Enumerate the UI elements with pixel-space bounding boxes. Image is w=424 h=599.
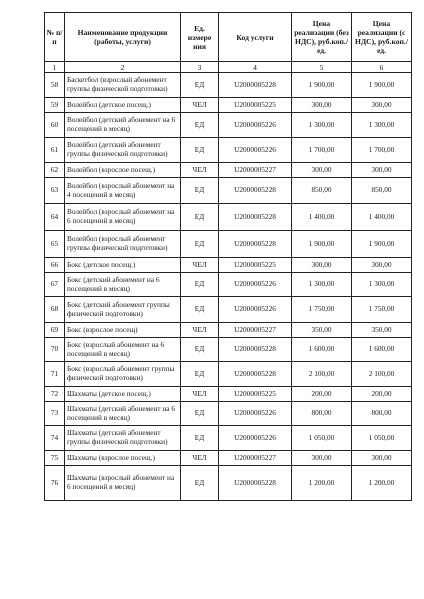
service-code: U2000005226	[219, 138, 292, 163]
unit-cell: ЕД	[181, 426, 219, 451]
header-row	[45, 13, 412, 62]
service-code: U2000005228	[219, 231, 292, 258]
service-name: Шахматы (детское посещ.)	[65, 387, 181, 402]
row-number: 68	[45, 297, 65, 323]
price-no-vat: 1 400,00	[292, 204, 352, 231]
service-name: Волейбол (детский абонемент на 6 посещений в месяц)	[65, 113, 181, 138]
row-number: 66	[45, 258, 65, 273]
service-name: Волейбол (детское посещ.)	[65, 98, 181, 113]
service-name: Шахматы (взрослое посещ.)	[65, 451, 181, 466]
row-number: 72	[45, 387, 65, 402]
price-with-vat: 2 100,00	[352, 362, 412, 387]
row-number: 59	[45, 98, 65, 113]
price-with-vat: 350,00	[352, 323, 412, 338]
unit-cell: ЧЕЛ	[181, 258, 219, 273]
price-no-vat: 300,00	[292, 258, 352, 273]
column-index: 4	[219, 62, 292, 73]
service-code: U2000005227	[219, 163, 292, 178]
table-row	[45, 338, 412, 362]
service-code: U2000005228	[219, 338, 292, 362]
price-no-vat: 1 900,00	[292, 231, 352, 258]
table-row	[45, 73, 412, 98]
price-with-vat: 300,00	[352, 258, 412, 273]
row-number: 58	[45, 73, 65, 98]
row-number: 70	[45, 338, 65, 362]
price-no-vat: 1 050,00	[292, 426, 352, 451]
price-with-vat: 800,00	[352, 402, 412, 426]
column-index: 1	[45, 62, 65, 73]
unit-cell: ЕД	[181, 113, 219, 138]
table-row	[45, 426, 412, 451]
price-with-vat: 1 600,00	[352, 338, 412, 362]
row-number: 76	[45, 466, 65, 501]
service-code: U2000005225	[219, 258, 292, 273]
price-with-vat: 1 300,00	[352, 113, 412, 138]
unit-cell: ЧЕЛ	[181, 98, 219, 113]
price-no-vat: 300,00	[292, 451, 352, 466]
service-code: U2000005227	[219, 323, 292, 338]
service-code: U2000005226	[219, 402, 292, 426]
column-index: 2	[65, 62, 181, 73]
table-row	[45, 387, 412, 402]
row-number: 73	[45, 402, 65, 426]
price-no-vat: 850,00	[292, 178, 352, 204]
service-name: Бокс (детский абонемент группы физической подготовки)	[65, 297, 181, 323]
unit-cell: ЧЕЛ	[181, 387, 219, 402]
service-name: Волейбол (взрослый абонемент группы физической подготовки)	[65, 231, 181, 258]
service-code: U2000005226	[219, 113, 292, 138]
header-price-vat: Цена реализации (с НДС), руб.коп./ед.	[352, 13, 412, 62]
row-number: 69	[45, 323, 65, 338]
price-with-vat: 850,00	[352, 178, 412, 204]
price-with-vat: 1 400,00	[352, 204, 412, 231]
price-with-vat: 1 750,00	[352, 297, 412, 323]
price-no-vat: 800,00	[292, 402, 352, 426]
price-with-vat: 1 700,00	[352, 138, 412, 163]
price-with-vat: 300,00	[352, 451, 412, 466]
unit-cell: ЕД	[181, 466, 219, 501]
table-row	[45, 178, 412, 204]
unit-cell: ЧЕЛ	[181, 451, 219, 466]
service-name: Волейбол (взрослый абонемент на 4 посещений в месяц)	[65, 178, 181, 204]
service-name: Шахматы (детский абонемент группы физической подготовки)	[65, 426, 181, 451]
row-number: 63	[45, 178, 65, 204]
table-row	[45, 113, 412, 138]
table-row	[45, 466, 412, 501]
row-number: 75	[45, 451, 65, 466]
price-no-vat: 350,00	[292, 323, 352, 338]
price-with-vat: 1 900,00	[352, 231, 412, 258]
header-name: Наименование продукции (работы, услуги)	[65, 13, 181, 62]
column-index: 5	[292, 62, 352, 73]
price-no-vat: 1 750,00	[292, 297, 352, 323]
service-name: Бокс (детское посещ.)	[65, 258, 181, 273]
price-no-vat: 1 700,00	[292, 138, 352, 163]
unit-cell: ЕД	[181, 178, 219, 204]
table-row	[45, 297, 412, 323]
service-name: Бокс (взрослый абонемент на 6 посещений в месяц)	[65, 338, 181, 362]
service-code: U2000005228	[219, 466, 292, 501]
table-row	[45, 273, 412, 297]
row-number: 71	[45, 362, 65, 387]
price-no-vat: 2 100,00	[292, 362, 352, 387]
column-index: 6	[352, 62, 412, 73]
table-row	[45, 323, 412, 338]
service-name: Волейбол (взрослое посещ.)	[65, 163, 181, 178]
unit-cell: ЕД	[181, 362, 219, 387]
unit-cell: ЕД	[181, 297, 219, 323]
service-name: Волейбол (взрослый абонемент на 6 посещений в месяц)	[65, 204, 181, 231]
table-row	[45, 204, 412, 231]
header-num: № п/п	[45, 13, 65, 62]
column-index: 3	[181, 62, 219, 73]
price-table	[44, 12, 412, 501]
service-code: U2000005228	[219, 362, 292, 387]
service-code: U2000005226	[219, 297, 292, 323]
service-code: U2000005228	[219, 204, 292, 231]
table-row	[45, 231, 412, 258]
table-row	[45, 451, 412, 466]
service-code: U2000005227	[219, 451, 292, 466]
service-name: Шахматы (детский абонемент на 6 посещений в месяц)	[65, 402, 181, 426]
price-no-vat: 1 200,00	[292, 466, 352, 501]
service-code: U2000005228	[219, 73, 292, 98]
service-name: Шахматы (взрослый абонемент на 6 посещений в месяц)	[65, 466, 181, 501]
price-no-vat: 1 300,00	[292, 273, 352, 297]
service-code: U2000005226	[219, 273, 292, 297]
price-no-vat: 1 300,00	[292, 113, 352, 138]
price-list-sheet	[44, 12, 411, 501]
column-index-row	[45, 62, 412, 73]
service-name: Баскетбол (взрослый абонемент группы физической подготовки)	[65, 73, 181, 98]
header-price-no-vat: Цена реализации (без НДС), руб.коп./ед.	[292, 13, 352, 62]
service-name: Бокс (взрослое посещ)	[65, 323, 181, 338]
price-with-vat: 1 900,00	[352, 73, 412, 98]
unit-cell: ЧЕЛ	[181, 163, 219, 178]
price-with-vat: 1 050,00	[352, 426, 412, 451]
table-row	[45, 362, 412, 387]
price-no-vat: 300,00	[292, 163, 352, 178]
price-no-vat: 1 900,00	[292, 73, 352, 98]
header-unit: Ед. измере ния	[181, 13, 219, 62]
unit-cell: ЕД	[181, 231, 219, 258]
table-row	[45, 138, 412, 163]
service-name: Волейбол (детский абонемент группы физической подготовки)	[65, 138, 181, 163]
table-row	[45, 163, 412, 178]
table-row	[45, 98, 412, 113]
table-row	[45, 402, 412, 426]
price-no-vat: 300,00	[292, 98, 352, 113]
unit-cell: ЕД	[181, 338, 219, 362]
service-code: U2000005225	[219, 98, 292, 113]
price-with-vat: 300,00	[352, 163, 412, 178]
price-table-body	[45, 73, 412, 501]
table-row	[45, 258, 412, 273]
row-number: 61	[45, 138, 65, 163]
price-with-vat: 1 200,00	[352, 466, 412, 501]
row-number: 62	[45, 163, 65, 178]
service-code: U2000005226	[219, 426, 292, 451]
price-with-vat: 300,00	[352, 98, 412, 113]
unit-cell: ЕД	[181, 138, 219, 163]
unit-cell: ЕД	[181, 273, 219, 297]
price-no-vat: 200,00	[292, 387, 352, 402]
unit-cell: ЕД	[181, 402, 219, 426]
unit-cell: ЧЕЛ	[181, 323, 219, 338]
service-name: Бокс (детский абонемент на 6 посещений в месяц)	[65, 273, 181, 297]
service-name: Бокс (взрослый абонемент группы физической подготовки)	[65, 362, 181, 387]
row-number: 65	[45, 231, 65, 258]
row-number: 60	[45, 113, 65, 138]
row-number: 67	[45, 273, 65, 297]
price-with-vat: 200,00	[352, 387, 412, 402]
unit-cell: ЕД	[181, 73, 219, 98]
price-no-vat: 1 600,00	[292, 338, 352, 362]
unit-cell: ЕД	[181, 204, 219, 231]
service-code: U2000005225	[219, 387, 292, 402]
service-code: U2000005228	[219, 178, 292, 204]
row-number: 64	[45, 204, 65, 231]
header-code: Код услуги	[219, 13, 292, 62]
price-with-vat: 1 300,00	[352, 273, 412, 297]
row-number: 74	[45, 426, 65, 451]
